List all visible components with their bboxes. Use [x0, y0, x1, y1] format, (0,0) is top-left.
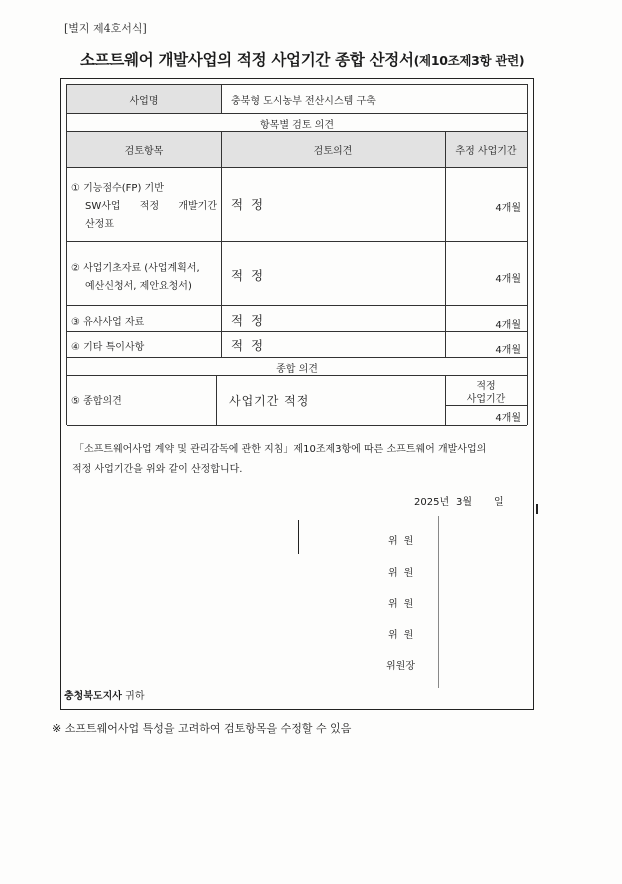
header-item: 검토항목	[124, 146, 164, 157]
rule	[527, 84, 528, 425]
form-number: [별지 제4호서식]	[64, 22, 147, 35]
row1-item-line3: 산정표	[85, 219, 114, 230]
form-frame	[60, 78, 534, 710]
addressee	[64, 687, 144, 702]
row1-opinion: 적 정	[231, 197, 266, 212]
row4-opinion: 적 정	[231, 338, 266, 353]
row4-item: ④ 기타 특이사항	[71, 342, 145, 353]
rule	[67, 241, 527, 242]
row1-period: 4개월	[495, 203, 521, 214]
signatory-1: 위원	[388, 536, 420, 547]
rule	[67, 131, 527, 132]
item-review-title: 항목별 검토 의견	[260, 120, 334, 131]
rule	[67, 113, 527, 114]
rule	[216, 375, 217, 425]
overall-period-label-line2: 사업기간	[466, 394, 506, 405]
title-main: 소프트웨어 개발사업의 적정 사업기간 종합 산정서	[80, 51, 414, 69]
title-sub: (제10조제3항 관련)	[413, 53, 525, 68]
overall-item: ⑤ 종합의견	[71, 396, 122, 407]
rule	[67, 305, 527, 306]
rule	[67, 357, 527, 358]
scan-mark	[298, 520, 299, 554]
row3-opinion: 적 정	[231, 313, 266, 328]
rule	[67, 425, 527, 426]
overall-title: 종합 의견	[276, 364, 318, 375]
rule	[67, 331, 527, 332]
rule	[67, 84, 527, 85]
row4-period: 4개월	[495, 345, 521, 356]
row2-item-line2: 예산신청서, 제안요청서)	[85, 281, 192, 292]
row3-period: 4개월	[495, 320, 521, 331]
statement	[72, 440, 532, 480]
project-label: 사업명	[129, 96, 159, 107]
document-title	[80, 48, 524, 70]
overall-period-label-line1: 적정	[476, 381, 496, 392]
rule	[67, 167, 527, 168]
scan-mark	[536, 504, 538, 514]
row1-item-line1: ① 기능점수(FP) 기반	[71, 183, 164, 194]
date-month: 3월	[456, 497, 473, 508]
rule	[445, 405, 527, 406]
addressee-suffix: 귀하	[125, 691, 145, 702]
rule	[67, 375, 527, 376]
date-day: 일	[494, 497, 504, 508]
signatory-3: 위원	[388, 599, 420, 610]
row2-period: 4개월	[495, 274, 521, 285]
header-opinion: 검토의견	[313, 146, 353, 157]
signatory-2: 위원	[388, 568, 420, 579]
row3-item: ③ 유사사업 자료	[71, 317, 145, 328]
scan-mark	[438, 516, 439, 688]
header-period: 추정 사업기간	[455, 146, 517, 157]
row2-opinion: 적 정	[231, 268, 266, 283]
overall-period: 4개월	[495, 413, 521, 424]
signatory-4: 위원	[388, 630, 420, 641]
rule	[221, 84, 222, 113]
signatory-chair: 위원장	[386, 661, 415, 672]
row1-item-line2: SW사업 적정 개발기간	[85, 201, 217, 212]
row2-item-line1: ② 사업기초자료 (사업계획서,	[71, 263, 200, 274]
overall-opinion: 사업기간 적정	[229, 394, 310, 408]
statement-line2: 적정 사업기간을 위와 같이 산정합니다.	[72, 464, 243, 475]
statement-line1: 「소프트웨어사업 계약 및 관리감독에 관한 지침」제10조제3항에 따른 소프트웨어 개발사업의	[74, 444, 487, 455]
addressee-org: 충청북도지사	[64, 691, 122, 702]
date-year: 2025년	[414, 497, 450, 508]
footnote: ※ 소프트웨어사업 특성을 고려하여 검토항목을 수정할 수 있음	[52, 722, 352, 735]
rule	[221, 131, 222, 357]
project-name: 충북형 도시농부 전산시스템 구축	[231, 96, 376, 107]
